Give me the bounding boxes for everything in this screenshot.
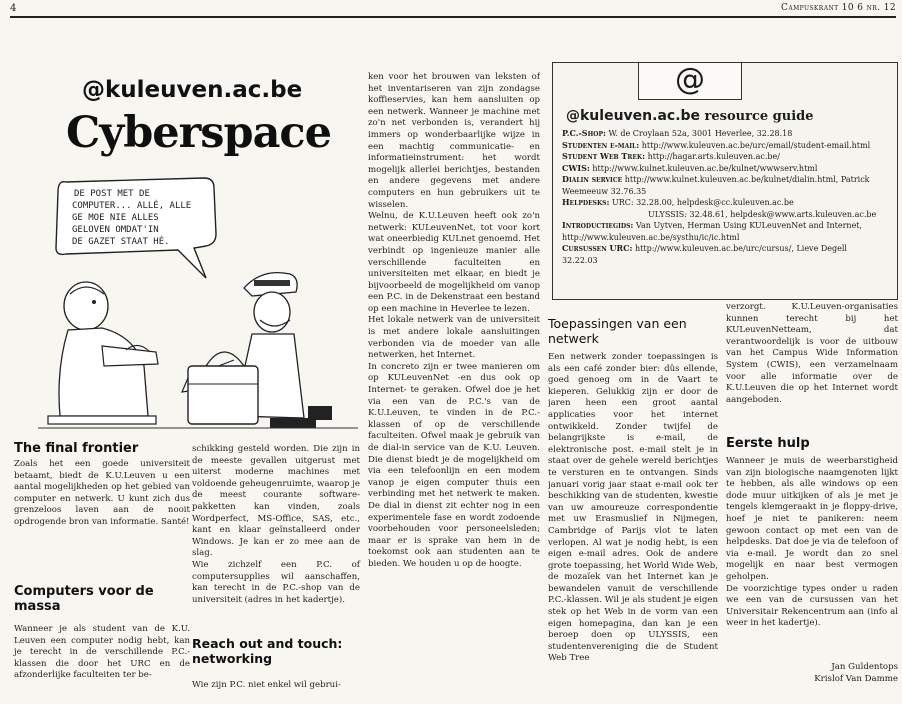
resource-row: Introductiegids: Van Uytven, Herman Using KULeuvenNet and Internet, (562, 220, 863, 230)
text-col4: Een netwerk zonder toepassingen is als een café zonder bier: dûs ellende, goed genoeg om in de Vaart te kieperen. Gelukkig zijn er door de jaren heen een groot aantal applicaties voor het internet ontwikkeld. Zonder twijfel de belangrijkste is e-mail, de elektronische post. e-mail stelt je in staat over de gehele wereld berichtjes te versturen en te ontvangen. Sinds januari vorig jaar staat e-mail ook ter beschikking van de studenten, kwestie van uw amoureuze correspondentie met uw Erasmuslief in Nijmegen, Cambridge of Parijs vlot te laten verlopen. Al wat je nodig hebt, is een eigen e-mail adres. Ook de andere grote toepassing, het World Wide Web, de mozaïek van het Internet kan je bewandelen vanuit de verschillende P.C.-klassen. Wil je als student je eigen stek op het Web in de vorm van een eigen homepagina, dan kan je een beroep doen op ULYSSIS, een studentenvereniging die de Student Web Tree (548, 352, 718, 664)
text-col2-bottom: Wie zijn P.C. niet enkel wil gebrui- (192, 680, 341, 690)
resource-row: Cursussen URC: http://www.kuleuven.ac.be/urc/cursus/, Lieve Degell (562, 243, 847, 253)
page-header (10, 2, 896, 18)
speech-line-3: GE MOE NIE ALLES (72, 213, 159, 223)
heading-final-frontier: The final frontier (14, 441, 139, 456)
at-sign-badge: @ (638, 62, 742, 100)
speech-line-5: DE GAZET STAAT HÉ. (72, 237, 170, 247)
speech-line-2: COMPUTER... ALLÉ, ALLE (72, 201, 192, 211)
resource-guide-list (562, 128, 892, 266)
resource-guide-heading (566, 108, 814, 124)
running-head: Campuskrant 10 6 nr. 12 (781, 3, 896, 13)
text-col5-top: verzorgt. K.U.Leuven-organisaties kunnen terecht bij het KULeuvenNetteam, dat verantwoordelijk is voor de uitbouw van het Campus Wide Information System (CWIS), een verzamelnaam voor alle informatie over de K.U.Leuven die op het Internet wordt aangeboden. (726, 302, 898, 405)
text-col5-bottom: Wanneer je muis de weerbarstigheid van zijn biologische naamgenoten lijkt te hebben, als alle windows op een dode muur uitkijken of als je met je tengels klemgeraakt in je floppy-drive, hoef je niet te panikeren: neem gewoon contact op met een van de helpdesks. Dat doe je via de telefoon of via e-mail. Je wordt dan zo snel mogelijk en naar best vermogen geholpen. De voorzichtige types onder u raden we een van de cursussen van het Universitair Rekencentrum aan (info al weer in het kadertje). (726, 456, 898, 629)
resource-row: Studenten e-mail: http://www.kuleuven.ac.be/urc/email/student-email.html (562, 139, 871, 150)
author-signature: Jan Guldentops Krislof Van Damme (814, 662, 898, 684)
text-computers-massa: Wanneer je als student van de K.U. Leuven een computer nodig hebt, kan je terecht in de verschillende P.C.-klassen die door het URC en de afzonderlijke faculteiten ter be- (14, 624, 190, 681)
resource-row: http://www.kuleuven.ac.be/systhu/ic/ic.html (562, 232, 740, 242)
text-col3: ken voor het brouwen van leksten of het inventariseren van zijn zondagse koffieservies, kan hem aansluiten op een netwerk. Wanneer je machine met zo'n net verbonden is, verandert hij immers op wonderbaarlijke wijze in een machtig communicatie- en informatieinstrument: het wordt mogelijk allerlei berichtjes, bestanden en andere gegevens met andere computers en hun gebruikers uit te wisselen. Welnu, de K.U.Leuven heeft ook zo'n netwerk: KULeuvenNet, tot voor kort wat oneerbiedig KULnet genoemd. Het verbindt op ingenieuze manier alle verschillende faculteiten en universiteiten met elkaar, en biedt je bijvoorbeeld de mogelijkheid om vanop een P.C. in de Dekenstraat een bestand op een machine in Heverlee te lezen. Het lokale netwerk van de universiteit is met andere lokale aansluitingen verbonden via de moeder van alle netwerken, het Internet. In concreto zijn er twee manieren om op KULeuvenNet -en dus ook op Internet- te geraken. Ofwel doe je het via een van de P.C.'s van de K.U.Leuven, te vinden in de P.C.-klassen of op de verschillende faculteiten. Ofwel maak je gebruik van de dial-in service van de K.U. Leuven. Die dienst biedt je de mogelijkheid om via een telefoonlijn en een modem vanop je eigen computer thuis een verbinding met het netwerk te maken. De dial in dienst zit echter nog in een experimentele fase en wordt zodoende voorbehouden voor personeelsleden; maar er is sprake van hem in de toekomst ook aan studenten aan te bieden. We houden u op de hoogte. (368, 72, 540, 569)
text-col2-top: schikking gesteld worden. Die zijn in de meeste gevallen uitgerust met uiterst moderne machines met voldoende geheugenruimte, waarop je de meest courante software-pakketten kan vinden, zoals Wordperfect, MS-Office, SAS, etc., kant en klaar geïnstalleerd onder Windows. Je kan er zo mee aan de slag. Wie zichzelf een P.C. of computersupplies wil aanschaffen, kan terecht in de P.C.-shop van de universiteit (adres in het kadertje). (192, 444, 360, 605)
masthead-title: Cyberspace (66, 108, 331, 158)
heading-computers-massa: Computers voor de massa (14, 584, 154, 614)
masthead-site: @kuleuven.ac.be (82, 77, 303, 103)
speech-line-4: GELOVEN OMDAT'IN (72, 225, 159, 235)
resource-row: ULYSSIS: 32.48.61, helpdesk@www.arts.kuleuven.ac.be (648, 209, 877, 219)
resource-row: Student Web Trek: http://hagar.arts.kuleuven.ac.be/ (562, 151, 780, 161)
heading-toepassingen: Toepassingen van een netwerk (548, 316, 687, 346)
resource-row: P.C.-Shop: W. de Croylaan 52a, 3001 Heverlee, 32.28.18 (562, 128, 793, 138)
page-number: 4 (10, 3, 17, 14)
resource-guide-site: @kuleuven.ac.be (566, 108, 701, 124)
cartoon-illustration (38, 170, 358, 440)
heading-eerste-hulp: Eerste hulp (726, 436, 810, 451)
resource-row: Helpdesks: URC: 32.28.00, helpdesk@cc.kuleuven.ac.be (562, 197, 794, 207)
speech-line-1: DE POST MET DE (74, 189, 150, 199)
resource-row: CWIS: http://www.kulnet.kuleuven.ac.be/kulnet/wwwserv.html (562, 162, 818, 173)
resource-row: Dialin service http://www.kulnet.kuleuven.ac.be/kulnet/dialin.html, Patrick Weemeeuw 32.76.35 (562, 174, 870, 196)
resource-row: 32.22.03 (562, 255, 598, 265)
text-final-frontier: Zoals het een goede universiteit betaamt, biedt de K.U.Leuven u een aantal mogelijkheden op het gebied van computer en netwerk. U kunt zich dus grenzeloos laven aan de nooit opdrogende bron van informatie. Santé! (14, 459, 190, 527)
resource-guide-title: resource guide (700, 109, 814, 124)
heading-reach-out: Reach out and touch: networking (192, 636, 343, 666)
